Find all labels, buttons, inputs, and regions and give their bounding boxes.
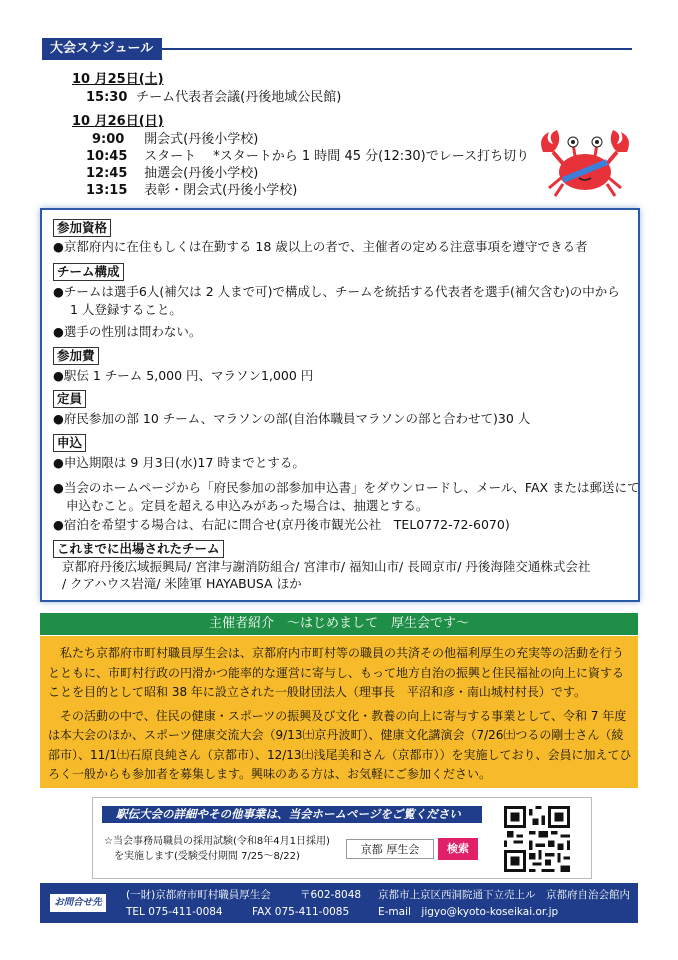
footer-postal: 〒602-8048	[300, 889, 362, 901]
contact-label: お問合せ先	[50, 894, 106, 912]
schedule-item	[86, 179, 297, 198]
schedule-text: 表彰・閉会式(丹後小学校)	[144, 183, 298, 198]
recruit-text: を実施します(受験受付期間 7/25～8/22)	[114, 851, 300, 862]
apply-text: 申込むこと。定員を超える申込みがあった場合は、抽選とする。	[66, 498, 429, 513]
organizer-paragraph: その活動の中で、住民の健康・スポーツの振興及び文化・教養の向上に寄与する事業として、令和 7 年度は本大会のほか、スポーツ健康交流大会（9/13㈯京丹波町）、健康文化講演会（7/26㈯つるの剛士さん（綾部市）、11/1㈯石原良純さん（京都市）、12/13㈯浅尾美和さん（京都市））を実施しており、会員に加えてひろく一般からも参加者を募集します。興味のある方は、お気軽にご参加ください。	[48, 708, 632, 781]
footer-address: 京都市上京区西洞院通下立売上ル 京都府自治会館内	[378, 889, 630, 901]
team-text: ●チームは選手6人(補欠は 2 人まで可)で構成し、チームを統括する代表者を選手(補欠含む)の中から	[53, 284, 620, 299]
team-text: 1 人登録すること。	[70, 302, 182, 317]
schedule-date-day2: 10 月26日(日)	[72, 114, 164, 129]
past-teams-text: 京都府丹後広域振興局/ 宮津与謝消防組合/ 宮津市/ 福知山市/ 長岡京市/ 丹後海陸交通株式会社	[62, 559, 591, 574]
past-teams-label: これまでに出場されたチーム	[53, 540, 224, 558]
eligibility-label: 参加資格	[53, 219, 111, 237]
qr-code-icon[interactable]	[504, 806, 570, 872]
schedule-time: 9:00	[92, 132, 125, 147]
schedule-text: チーム代表者会議(丹後地域公民館)	[136, 90, 342, 105]
schedule-date-day1: 10 月25日(土)	[72, 72, 164, 87]
organizer-heading: 主催者紹介 ～はじめまして 厚生会です～	[40, 613, 638, 635]
organizer-text	[48, 644, 632, 785]
schedule-item	[86, 86, 341, 105]
team-text: ●選手の性別は問わない。	[53, 324, 202, 339]
eligibility-text: ●京都府内に在住もしくは在勤する 18 歳以上の者で、主催者の定める注意事項を遵守できる者	[53, 239, 588, 254]
footer-tel: TEL 075-411-0084	[126, 906, 223, 918]
schedule-text: 抽選会(丹後小学校)	[144, 166, 259, 181]
apply-text: ●宿泊を希望する場合は、右記に問合せ(京丹後市観光公社 TEL0772-72-6070)	[53, 517, 510, 532]
apply-label: 申込	[53, 434, 86, 452]
past-teams-text: / クアハウス岩滝/ 米陸軍 HAYABUSA ほか	[62, 576, 302, 591]
schedule-time: 15:30	[86, 90, 128, 105]
search-button[interactable]: 検索	[438, 838, 478, 860]
capacity-label: 定員	[53, 390, 86, 408]
fee-text: ●駅伝 1 チーム 5,000 円、マラソン1,000 円	[53, 368, 314, 383]
team-label: チーム構成	[53, 263, 124, 281]
capacity-text: ●府民参加の部 10 チーム、マラソンの部(自治体職員マラソンの部と合わせて)30 人	[53, 411, 531, 426]
schedule-text: 開会式(丹後小学校)	[144, 132, 259, 147]
schedule-time: 10:45	[86, 149, 128, 164]
divider	[162, 48, 632, 50]
fee-label: 参加費	[53, 347, 99, 365]
recruit-notice	[104, 834, 330, 864]
organizer-paragraph: 私たち京都府市町村職員厚生会は、京都府内市町村等の職員の共済その他福利厚生の充実等の活動を行うとともに、市町村行政の円滑かつ能率的な運営に寄与し、もって地方自治の振興と住民福祉の向上に資することを目的として昭和 38 年に設立された一般財団法人（理事長 平沼和彦・南山城村村長）です。	[48, 646, 625, 699]
footer-email[interactable]: E-mail jigyo@kyoto-koseikai.or.jp	[378, 906, 559, 918]
schedule-text: スタート *スタートから 1 時間 45 分(12:30)でレース打ち切り	[144, 149, 530, 164]
footer-fax: FAX 075-411-0085	[252, 906, 350, 918]
search-input[interactable]: 京都 厚生会	[346, 839, 434, 859]
schedule-title: 大会スケジュール	[42, 38, 162, 60]
website-banner: 駅伝大会の詳細やその他事業は、当会ホームページをご覧ください	[102, 806, 482, 823]
recruit-text: ☆当会事務局職員の採用試験(令和8年4月1日採用)	[104, 836, 330, 847]
schedule-time: 12:45	[86, 166, 128, 181]
apply-text: ●申込期限は 9 月3日(水)17 時までとする。	[53, 455, 305, 470]
schedule-time: 13:15	[86, 183, 128, 198]
footer-org: (一財)京都府市町村職員厚生会	[126, 889, 271, 901]
crab-mascot-icon	[535, 122, 635, 202]
apply-text: ●当会のホームページから「府民参加の部参加申込書」をダウンロードし、メール、FAX または郵送にて	[53, 480, 640, 495]
